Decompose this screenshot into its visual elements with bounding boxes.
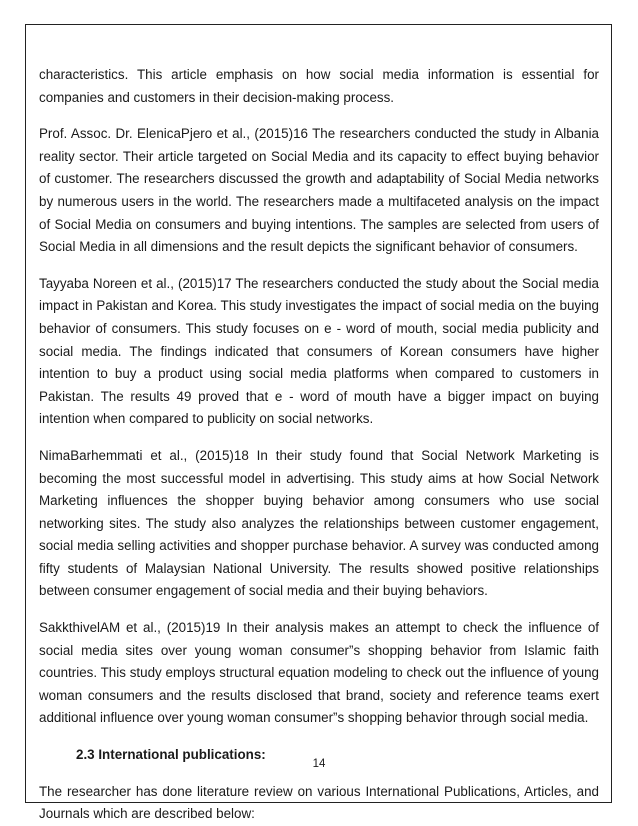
paragraph-gap (39, 730, 599, 744)
paragraph-noreen: Tayyaba Noreen et al., (2015)17 The researchers conducted the study about the Social media impact in Pakistan and Korea. This study investigates the impact of social media on the buying behavior of consumers. This study focuses on e - word of mouth, social media publicity and social media. The findings indicated that consumers of Korean consumers have higher intention to buy a product using social media platforms when compared to customers in Pakistan. The results 49 proved that e - word of mouth have a bigger impact on buying intention when compared to publicity on social networks. (39, 275, 599, 427)
paragraph-closing: The researcher has done literature review on various International Publications, Articles, and Journals which are described below: (39, 783, 599, 822)
paragraph-gap (39, 259, 599, 273)
paragraph-intro: characteristics. This article emphasis on how social media information is essential for companies and customers in their decision-making process. (39, 67, 599, 105)
paragraph-gap (39, 431, 599, 445)
page-content (39, 64, 599, 826)
paragraph-gap (39, 109, 599, 123)
section-heading: 2.3 International publications: (76, 747, 266, 763)
paragraph-gap (39, 603, 599, 617)
paragraph-barhemmati: NimaBarhemmati et al., (2015)18 In their study found that Social Network Marketing is becoming the most successful model in advertising. This study aims at how Social Network Marketing influences the shopper buying behavior among consumers who use social networking sites. The study also analyzes the relationships between customer engagement, social media selling activities and shopper purchase behavior. A survey was conducted among fifty students of Malaysian National University. The results showed positive relationships between consumer engagement of social media and their buying behaviors. (39, 447, 599, 599)
paragraph-pjero: Prof. Assoc. Dr. ElenicaPjero et al., (2015)16 The researchers conducted the study in Albania reality sector. Their article targeted on Social Media and its capacity to effect buying behavior of customer. The researchers discussed the growth and adaptability of Social Media networks by numerous users in the world. The researchers made a multifaceted analysis on the impact of Social Media on consumers and buying intentions. The samples are selected from users of Social Media in all dimensions and the result depicts the significant behavior of consumers. (39, 126, 599, 255)
paragraph-sakkthivel: SakkthivelAM et al., (2015)19 In their analysis makes an attempt to check the influence of social media sites over young woman consumer”s shopping behavior from Islamic faith countries. This study employs structural equation modeling to check out the influence of young woman consumers and the results disclosed that brand, society and reference teams exert additional influence over young woman consumer”s shopping behavior through social media. (39, 620, 599, 726)
page-number: 14 (312, 758, 326, 770)
